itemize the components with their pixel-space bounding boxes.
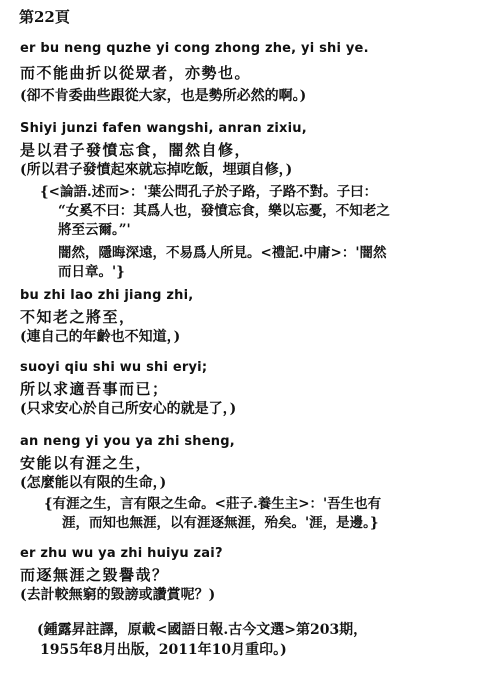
note-line: {有涯之生，言有限之生命。<莊子.養生主>：'吾生也有 [44, 496, 382, 512]
citation-line: (鍾露昇註譯，原載<國語日報.古今文選>第203期， [37, 622, 368, 638]
pinyin-line: Shiyi junzi fafen wangshi, anran zixiu, [20, 121, 307, 136]
note-line: {<論語.述而>：'葉公問孔子於子路，子路不對。子曰： [40, 184, 378, 200]
page-header: 第22頁 [19, 8, 70, 26]
gloss-line: (怎麼能以有限的生命，) [20, 475, 167, 491]
hanzi-line: 是以君子發憤忘食，闇然自修， [20, 141, 252, 159]
note-line: 將至云爾。”' [58, 222, 131, 238]
note-line: 而日章。'} [58, 264, 125, 280]
hanzi-line: 而不能曲折以從眾者，亦勢也。 [20, 64, 252, 82]
pinyin-line: er bu neng quzhe yi cong zhong zhe, yi shi ye. [20, 41, 369, 56]
pinyin-line: suoyi qiu shi wu shi eryi; [20, 360, 208, 375]
hanzi-line: 而逐無涯之毀譽哉？ [20, 566, 169, 584]
gloss-line: (去計較無窮的毀謗或讚賞呢？) [20, 587, 216, 603]
note-line: “女奚不曰：其爲人也，發憤忘食，樂以忘憂，不知老之 [58, 203, 390, 219]
pinyin-line: an neng yi you ya zhi sheng, [20, 434, 235, 449]
gloss-line: (所以君子發憤起來就忘掉吃飯，埋頭自修，) [20, 162, 293, 178]
hanzi-line: 安能以有涯之生， [20, 454, 153, 472]
hanzi-line: 不知老之將至， [20, 308, 136, 326]
gloss-line: (連自己的年齡也不知道，) [20, 329, 181, 345]
gloss-line: (卻不肯委曲些跟從大家，也是勢所必然的啊。) [20, 88, 307, 104]
pinyin-line: bu zhi lao zhi jiang zhi, [20, 288, 194, 303]
gloss-line: (只求安心於自己所安心的就是了，) [20, 401, 237, 417]
note-line: 涯，而知也無涯，以有涯逐無涯，殆矣。'涯，是邊。} [62, 515, 379, 531]
citation-line: 1955年8月出版，2011年10月重印。) [40, 642, 287, 658]
hanzi-line: 所以求適吾事而已； [20, 380, 169, 398]
note-line: 闇然，隱晦深遠，不易爲人所見。<禮記.中庸>：'闇然 [58, 245, 387, 261]
pinyin-line: er zhu wu ya zhi huiyu zai? [20, 546, 223, 561]
